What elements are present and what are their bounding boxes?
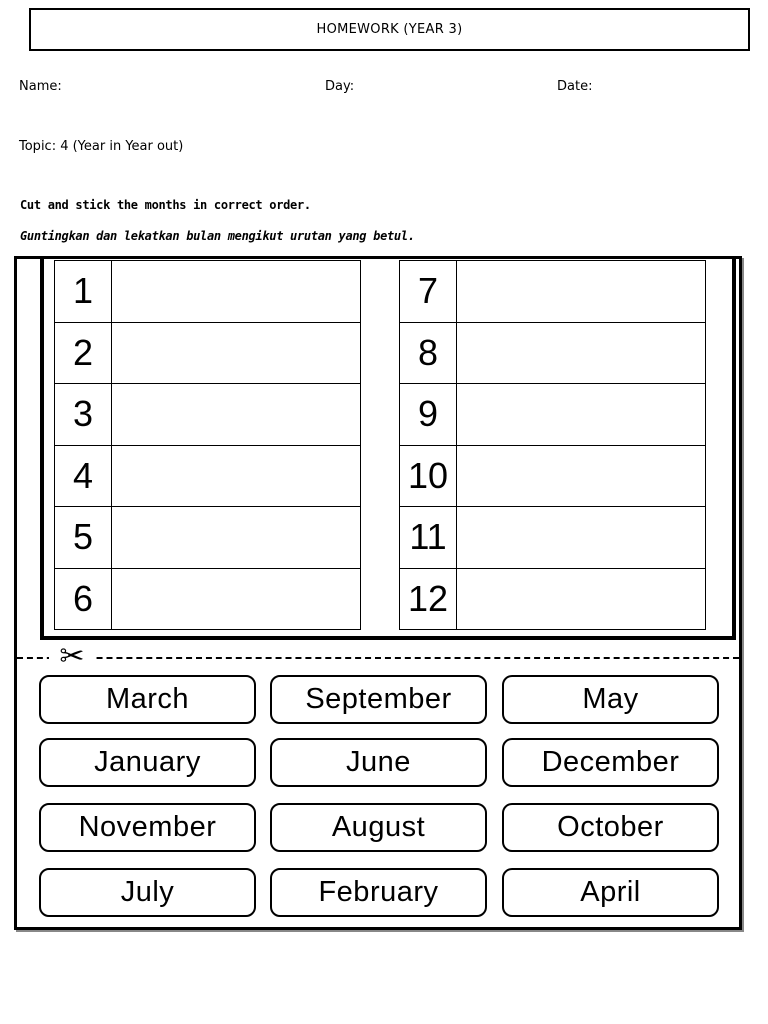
order-number: 7 bbox=[400, 261, 457, 323]
instruction-malay: Guntingkan dan lekatkan bulan mengikut urutan yang betul. bbox=[20, 229, 415, 243]
order-number: 6 bbox=[55, 568, 112, 630]
month-card[interactable]: July bbox=[39, 868, 256, 917]
name-label: Name: bbox=[19, 79, 62, 94]
order-number: 5 bbox=[55, 507, 112, 569]
table-row bbox=[400, 322, 706, 384]
table-row bbox=[400, 384, 706, 446]
month-card[interactable]: August bbox=[270, 803, 487, 852]
month-card[interactable]: December bbox=[502, 738, 719, 787]
paste-slot[interactable] bbox=[457, 445, 706, 507]
paste-slot[interactable] bbox=[112, 261, 361, 323]
paste-slot[interactable] bbox=[457, 261, 706, 323]
month-card[interactable]: September bbox=[270, 675, 487, 724]
paste-slot[interactable] bbox=[112, 507, 361, 569]
order-table-left bbox=[54, 260, 361, 630]
paste-slot[interactable] bbox=[112, 384, 361, 446]
date-label: Date: bbox=[557, 79, 593, 94]
month-card[interactable]: June bbox=[270, 738, 487, 787]
month-card[interactable]: February bbox=[270, 868, 487, 917]
order-number: 4 bbox=[55, 445, 112, 507]
order-table-right bbox=[399, 260, 706, 630]
scissors-icon: ✂ bbox=[49, 642, 95, 672]
table-row bbox=[55, 384, 361, 446]
table-row bbox=[55, 507, 361, 569]
table-row bbox=[55, 445, 361, 507]
instruction-english: Cut and stick the months in correct order. bbox=[20, 198, 311, 212]
month-card[interactable]: January bbox=[39, 738, 256, 787]
paste-slot[interactable] bbox=[457, 384, 706, 446]
order-grid-frame bbox=[40, 256, 736, 640]
order-number: 3 bbox=[55, 384, 112, 446]
table-row bbox=[400, 445, 706, 507]
worksheet-title: HOMEWORK (YEAR 3) bbox=[29, 8, 750, 51]
cut-line bbox=[17, 657, 739, 659]
month-card[interactable]: April bbox=[502, 868, 719, 917]
month-card[interactable]: May bbox=[502, 675, 719, 724]
table-row bbox=[55, 261, 361, 323]
paste-slot[interactable] bbox=[112, 322, 361, 384]
table-row bbox=[400, 568, 706, 630]
paste-slot[interactable] bbox=[112, 568, 361, 630]
order-number: 9 bbox=[400, 384, 457, 446]
table-row bbox=[55, 322, 361, 384]
table-row bbox=[400, 261, 706, 323]
day-label: Day: bbox=[325, 79, 355, 94]
paste-slot[interactable] bbox=[457, 507, 706, 569]
paste-slot[interactable] bbox=[457, 322, 706, 384]
paste-slot[interactable] bbox=[457, 568, 706, 630]
month-card[interactable]: November bbox=[39, 803, 256, 852]
order-number: 10 bbox=[400, 445, 457, 507]
order-number: 12 bbox=[400, 568, 457, 630]
cut-and-stick-sheet bbox=[14, 256, 742, 930]
table-row bbox=[400, 507, 706, 569]
order-number: 2 bbox=[55, 322, 112, 384]
table-row bbox=[55, 568, 361, 630]
order-number: 1 bbox=[55, 261, 112, 323]
month-card[interactable]: October bbox=[502, 803, 719, 852]
topic-label: Topic: 4 (Year in Year out) bbox=[19, 139, 184, 154]
month-card[interactable]: March bbox=[39, 675, 256, 724]
paste-slot[interactable] bbox=[112, 445, 361, 507]
order-number: 8 bbox=[400, 322, 457, 384]
order-number: 11 bbox=[400, 507, 457, 569]
